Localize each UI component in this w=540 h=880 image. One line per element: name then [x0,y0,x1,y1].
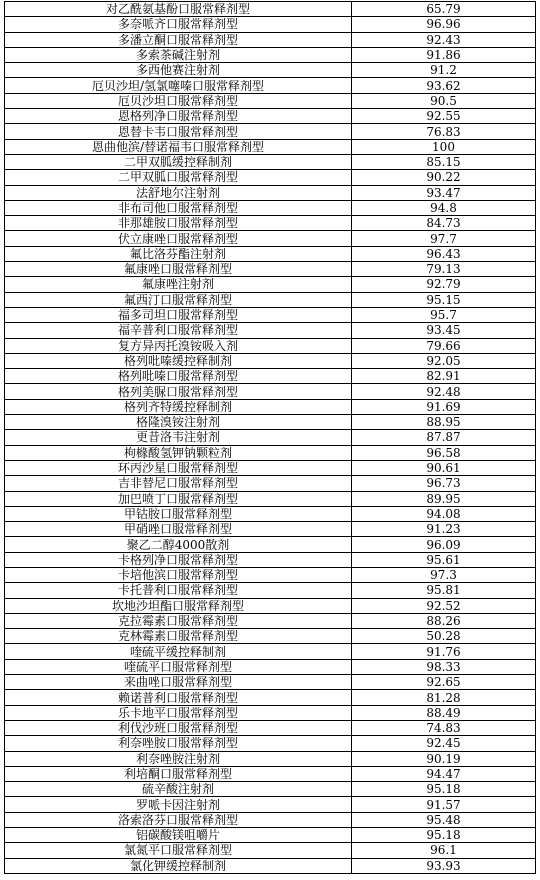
drug-name-cell[interactable]: 吉非替尼口服常释剂型 [5,476,352,491]
value-cell[interactable]: 93.45 [352,323,536,338]
table-row [5,154,536,169]
drug-name-cell[interactable]: 克林霉素口服常释剂型 [5,629,352,644]
drug-name-cell[interactable]: 对乙酰氨基酚口服常释剂型 [5,2,352,17]
table-row [5,491,536,506]
drug-name-cell[interactable]: 法舒地尔注射剂 [5,185,352,200]
table-row [5,690,536,705]
table-row [5,705,536,720]
drug-name-cell[interactable]: 多奈哌齐口服常释剂型 [5,17,352,32]
value-cell[interactable]: 92.05 [352,353,536,368]
value-cell[interactable]: 74.83 [352,720,536,735]
drug-name-cell[interactable]: 坎地沙坦酯口服常释剂型 [5,598,352,613]
drug-name-cell[interactable]: 多西他赛注射剂 [5,63,352,78]
drug-name-cell[interactable]: 洛索洛芬口服常释剂型 [5,812,352,827]
table-row [5,567,536,582]
value-cell[interactable]: 91.69 [352,399,536,414]
drug-name-cell[interactable]: 厄贝沙坦/氢氯噻嗪口服常释剂型 [5,78,352,93]
value-cell[interactable]: 88.95 [352,415,536,430]
drug-name-cell[interactable]: 福多司坦口服常释剂型 [5,307,352,322]
table-row [5,430,536,445]
value-cell[interactable]: 89.95 [352,491,536,506]
drug-name-cell[interactable]: 氟康唑口服常释剂型 [5,262,352,277]
drug-name-cell[interactable]: 卡培他滨口服常释剂型 [5,567,352,582]
table-row [5,124,536,139]
table-row [5,552,536,567]
table-row [5,63,536,78]
table-row [5,445,536,460]
drug-name-cell[interactable]: 克拉霉素口服常释剂型 [5,613,352,628]
value-cell[interactable]: 98.33 [352,659,536,674]
table-row [5,766,536,781]
drug-name-cell[interactable]: 格列齐特缓控释制剂 [5,399,352,414]
table-row [5,415,536,430]
value-cell[interactable]: 97.3 [352,567,536,582]
table-row [5,216,536,231]
value-cell[interactable]: 91.2 [352,63,536,78]
table-row [5,720,536,735]
drug-name-cell[interactable]: 罗哌卡因注射剂 [5,797,352,812]
drug-name-cell[interactable]: 格列吡嗪口服常释剂型 [5,369,352,384]
value-cell[interactable]: 92.48 [352,384,536,399]
value-cell[interactable]: 90.22 [352,170,536,185]
drug-name-cell[interactable]: 多索茶碱注射剂 [5,47,352,62]
value-cell[interactable]: 96.1 [352,843,536,858]
value-cell[interactable]: 91.23 [352,522,536,537]
value-cell[interactable]: 100 [352,139,536,154]
drug-name-cell[interactable]: 卡格列净口服常释剂型 [5,552,352,567]
value-cell[interactable]: 95.15 [352,292,536,307]
drug-name-cell[interactable]: 二甲双胍口服常释剂型 [5,170,352,185]
drug-name-cell[interactable]: 喹硫平缓控释制剂 [5,644,352,659]
table-row [5,598,536,613]
value-cell[interactable]: 90.61 [352,460,536,475]
value-cell[interactable]: 90.19 [352,751,536,766]
table-row [5,292,536,307]
table-row [5,32,536,47]
drug-value-table [4,1,536,874]
table-row [5,277,536,292]
value-cell[interactable]: 91.86 [352,47,536,62]
value-cell[interactable]: 93.93 [352,858,536,873]
table-row [5,659,536,674]
value-cell[interactable]: 96.73 [352,476,536,491]
drug-name-cell[interactable]: 甲钴胺口服常释剂型 [5,506,352,521]
value-cell[interactable]: 94.8 [352,200,536,215]
drug-name-cell[interactable]: 利奈唑胺口服常释剂型 [5,736,352,751]
value-cell[interactable]: 97.7 [352,231,536,246]
table-row [5,537,536,552]
value-cell[interactable]: 95.61 [352,552,536,567]
table-row [5,369,536,384]
drug-name-cell[interactable]: 枸橼酸氢钾钠颗粒剂 [5,445,352,460]
table-row [5,338,536,353]
drug-name-cell[interactable]: 氟西汀口服常释剂型 [5,292,352,307]
value-cell[interactable]: 88.49 [352,705,536,720]
value-cell[interactable]: 88.26 [352,613,536,628]
table-row [5,843,536,858]
table-row [5,170,536,185]
value-cell[interactable]: 91.57 [352,797,536,812]
value-cell[interactable]: 93.62 [352,78,536,93]
table-row [5,736,536,751]
drug-name-cell[interactable]: 厄贝沙坦口服常释剂型 [5,93,352,108]
value-cell[interactable]: 87.87 [352,430,536,445]
table-row [5,353,536,368]
drug-name-cell[interactable]: 复方异丙托溴铵吸入剂 [5,338,352,353]
table-row [5,399,536,414]
table-row [5,613,536,628]
spreadsheet [4,1,535,874]
value-cell[interactable]: 92.79 [352,277,536,292]
table-row [5,139,536,154]
value-cell[interactable]: 92.43 [352,32,536,47]
drug-name-cell[interactable]: 卡托普利口服常释剂型 [5,583,352,598]
value-cell[interactable]: 96.43 [352,246,536,261]
table-row [5,17,536,32]
drug-name-cell[interactable]: 氯化钾缓控释制剂 [5,858,352,873]
value-cell[interactable]: 79.66 [352,338,536,353]
drug-name-cell[interactable]: 格列吡嗪缓控释制剂 [5,353,352,368]
drug-name-cell[interactable]: 氟比洛芬酯注射剂 [5,246,352,261]
value-cell[interactable]: 96.96 [352,17,536,32]
drug-name-cell[interactable]: 铝碳酸镁咀嚼片 [5,828,352,843]
value-cell[interactable]: 65.79 [352,2,536,17]
table-row [5,246,536,261]
drug-name-cell[interactable]: 非那雄胺口服常释剂型 [5,216,352,231]
drug-name-cell[interactable]: 利培酮口服常释剂型 [5,766,352,781]
table-row [5,828,536,843]
drug-name-cell[interactable]: 加巴喷丁口服常释剂型 [5,491,352,506]
value-cell[interactable]: 76.83 [352,124,536,139]
table-row [5,93,536,108]
value-cell[interactable]: 95.18 [352,828,536,843]
table-row [5,384,536,399]
value-cell[interactable]: 79.13 [352,262,536,277]
drug-name-cell[interactable]: 格列美脲口服常释剂型 [5,384,352,399]
table-row [5,675,536,690]
table-body [5,2,536,874]
drug-name-cell[interactable]: 利奈唑胺注射剂 [5,751,352,766]
table-row [5,782,536,797]
drug-name-cell[interactable]: 赖诺普利口服常释剂型 [5,690,352,705]
table-row [5,629,536,644]
table-row [5,812,536,827]
drug-name-cell[interactable]: 来曲唑口服常释剂型 [5,675,352,690]
value-cell[interactable]: 92.65 [352,675,536,690]
table-row [5,751,536,766]
table-row [5,78,536,93]
table-row [5,506,536,521]
table-row [5,644,536,659]
drug-name-cell[interactable]: 氟康唑注射剂 [5,277,352,292]
drug-name-cell[interactable]: 伏立康唑口服常释剂型 [5,231,352,246]
value-cell[interactable]: 82.91 [352,369,536,384]
value-cell[interactable]: 96.09 [352,537,536,552]
table-row [5,109,536,124]
drug-name-cell[interactable]: 恩曲他滨/替诺福韦口服常释剂型 [5,139,352,154]
table-row [5,522,536,537]
drug-name-cell[interactable]: 硫辛酸注射剂 [5,782,352,797]
table-row [5,262,536,277]
value-cell[interactable]: 91.76 [352,644,536,659]
table-row [5,307,536,322]
drug-name-cell[interactable]: 聚乙二醇4000散剂 [5,537,352,552]
value-cell[interactable]: 93.47 [352,185,536,200]
drug-name-cell[interactable]: 多潘立酮口服常释剂型 [5,32,352,47]
table-row [5,583,536,598]
value-cell[interactable]: 95.7 [352,307,536,322]
table-row [5,231,536,246]
drug-name-cell[interactable]: 利伐沙班口服常释剂型 [5,720,352,735]
table-row [5,2,536,17]
value-cell[interactable]: 92.55 [352,109,536,124]
table-row [5,460,536,475]
value-cell[interactable]: 92.52 [352,598,536,613]
value-cell[interactable]: 81.28 [352,690,536,705]
table-row [5,476,536,491]
value-cell[interactable]: 85.15 [352,154,536,169]
drug-name-cell[interactable]: 福辛普利口服常释剂型 [5,323,352,338]
value-cell[interactable]: 84.73 [352,216,536,231]
table-row [5,200,536,215]
drug-name-cell[interactable]: 喹硫平口服常释剂型 [5,659,352,674]
drug-name-cell[interactable]: 二甲双胍缓控释制剂 [5,154,352,169]
drug-name-cell[interactable]: 甲硝唑口服常释剂型 [5,522,352,537]
drug-name-cell[interactable]: 更昔洛韦注射剂 [5,430,352,445]
value-cell[interactable]: 94.47 [352,766,536,781]
value-cell[interactable]: 50.28 [352,629,536,644]
drug-name-cell[interactable]: 环丙沙星口服常释剂型 [5,460,352,475]
value-cell[interactable]: 92.45 [352,736,536,751]
value-cell[interactable]: 94.08 [352,506,536,521]
drug-name-cell[interactable]: 氯氮平口服常释剂型 [5,843,352,858]
drug-name-cell[interactable]: 恩格列净口服常释剂型 [5,109,352,124]
value-cell[interactable]: 95.48 [352,812,536,827]
value-cell[interactable]: 95.81 [352,583,536,598]
table-row [5,185,536,200]
drug-name-cell[interactable]: 格隆溴铵注射剂 [5,415,352,430]
value-cell[interactable]: 90.5 [352,93,536,108]
table-row [5,797,536,812]
drug-name-cell[interactable]: 乐卡地平口服常释剂型 [5,705,352,720]
drug-name-cell[interactable]: 非布司他口服常释剂型 [5,200,352,215]
table-row [5,47,536,62]
drug-name-cell[interactable]: 恩替卡韦口服常释剂型 [5,124,352,139]
value-cell[interactable]: 95.18 [352,782,536,797]
value-cell[interactable]: 96.58 [352,445,536,460]
table-row [5,323,536,338]
table-row [5,858,536,873]
